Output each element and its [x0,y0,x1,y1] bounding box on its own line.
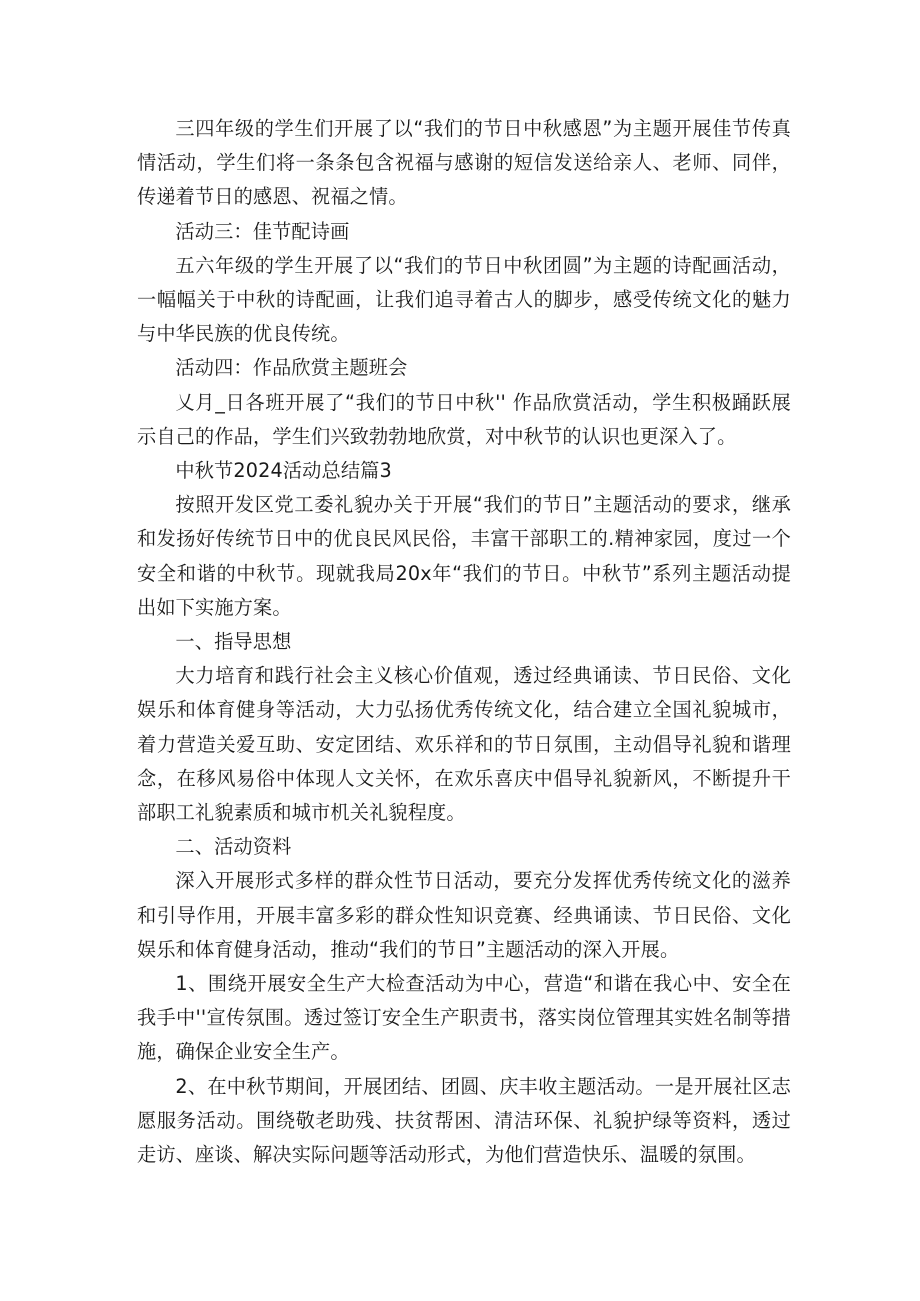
heading-activity-four: 活动四：作品欣赏主题班会 [175,356,408,380]
paragraph-guiding-thought: 大力培育和践行社会主义核心价值观，透过经典诵读、节日民俗、文化娱乐和体育健身等活动，大力弘扬优秀传统文化，结合建立全国礼貌城市，着力营造关爱互助、安定团结、欢乐祥和的节日氛围，主动倡导礼貌和谐理念，在移风易俗中体现人文关怀，在欢乐喜庆中倡导礼貌新风，不断提升干部职工礼貌素质和城市机关礼貌程度。 [137,664,791,825]
paragraph-activity-materials: 深入开展形式多样的群众性节日活动，要充分发挥优秀传统文化的滋养和引导作用，开展丰富多彩的群众性知识竞赛、经典诵读、节日民俗、文化娱乐和体育健身活动，推动“我们的节日”主题活动的深入开展。 [137,869,791,961]
document-page [137,112,791,1172]
paragraph-grade-3-4-activity: 三四年级的学生们开展了以“我们的节日中秋感恩”为主题开展佳节传真情活动，学生们将一条条包含祝福与感谢的短信发送给亲人、老师、同伴，传递着节日的感恩、祝福之情。 [137,117,791,209]
heading-activity-three: 活动三：佳节配诗画 [175,219,350,243]
paragraph-item-2-mid-autumn: 2、在中秋节期间，开展团结、团圆、庆丰收主题活动。一是开展社区志愿服务活动。围绕敬老助残、扶贫帮困、清洁环保、礼貌护绿等资料，透过走访、座谈、解决实际问题等活动形式，为他们营造快乐、温暖的氛围。 [137,1074,791,1167]
paragraph-class-meeting: 乂月_日各班开展了“我们的节日中秋'' 作品欣赏活动，学生积极踊跃展示自己的作品，学生们兴致勃勃地欣赏，对中秋节的认识也更深入了。 [137,390,791,448]
paragraph-item-1-safety: 1、围绕开展安全生产大检查活动为中心，营造“和谐在我心中、安全在我手中''宣传氛围。透过签订安全生产职责书，落实岗位管理其实姓名制等措施，确保企业安全生产。 [137,972,791,1064]
heading-guiding-thought: 一、指导思想 [175,630,292,654]
heading-summary-part-3: 中秋节2024活动总结篇3 [175,459,392,483]
paragraph-plan-intro: 按照开发区党工委礼貌办关于开展“我们的节日”主题活动的要求，继承和发扬好传统节日中的优良民风民俗，丰富干部职工的.精神家园，度过一个安全和谐的中秋节。现就我局20x年“我们的节日。中秋节”系列主题活动提出如下实施方案。 [137,493,791,619]
paragraph-grade-5-6-activity: 五六年级的学生开展了以“我们的节日中秋团圆”为主题的诗配画活动，一幅幅关于中秋的诗配画，让我们追寻着古人的脚步，感受传统文化的魅力与中华民族的优良传统。 [137,253,791,346]
heading-activity-materials: 二、活动资料 [175,835,292,859]
